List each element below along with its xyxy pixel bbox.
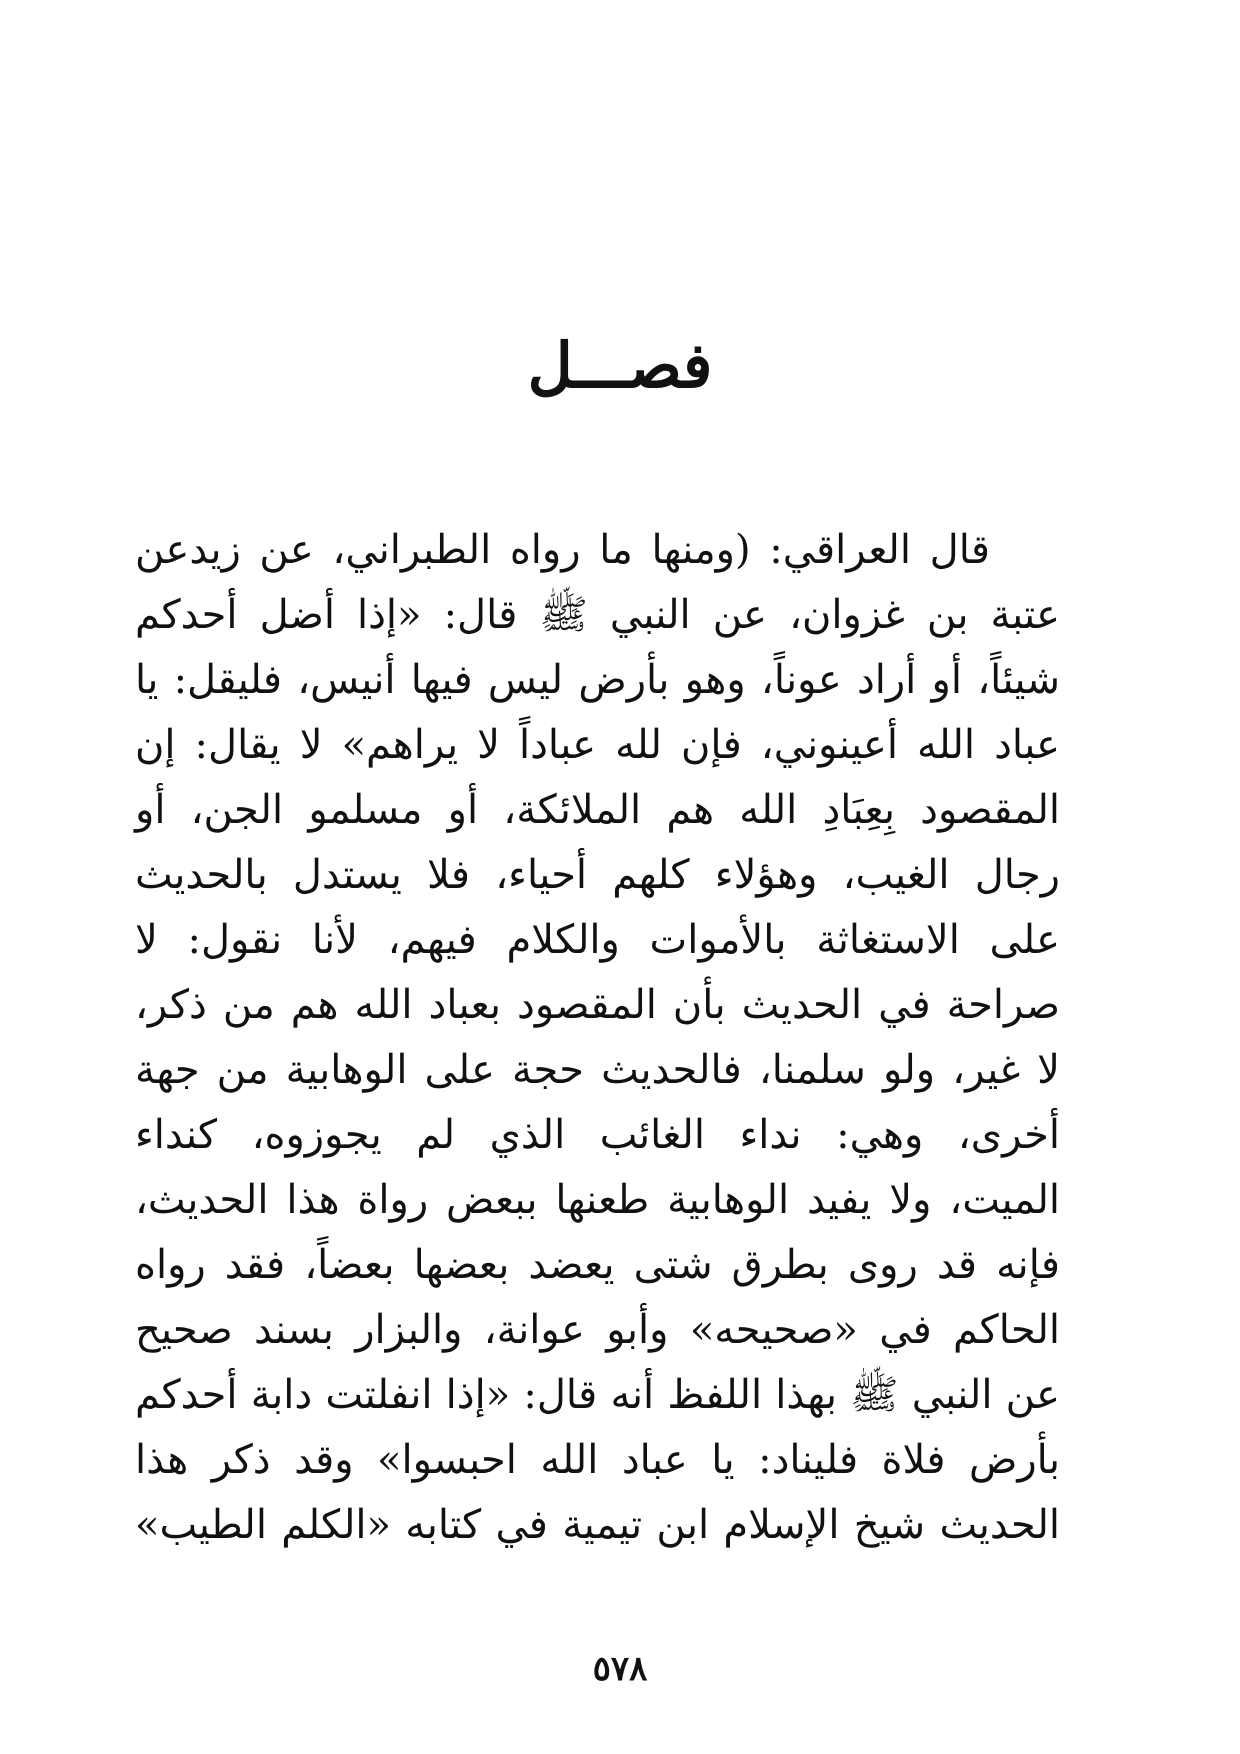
text-line: فإنه قد روى بطرق شتى يعضد بعضها بعضاً، فقد رواه — [135, 1242, 1060, 1288]
text-line: قال العراقي: (ومنها ما رواه الطبراني، عن زيدعن — [135, 527, 991, 573]
text-line: المقصود بِعِبَادِ الله هم الملائكة، أو مسلمو الجن، أو — [135, 787, 1060, 833]
text-line: عن النبي ﷺ بهذا اللفظ أنه قال: «إذا انفلتت دابة أحدكم — [135, 1372, 1060, 1418]
page-number: ٥٧٨ — [592, 1649, 648, 1689]
text-line: رجال الغيب، وهؤلاء كلهم أحياء، فلا يستدل بالحديث — [135, 852, 1060, 898]
text-line: لا غير، ولو سلمنا، فالحديث حجة على الوهابية من جهة — [135, 1047, 1060, 1093]
text-line: عباد الله أعينوني، فإن لله عباداً لا يراهم» لا يقال: إن — [135, 722, 1060, 768]
text-line: صراحة في الحديث بأن المقصود بعباد الله هم من ذكر، — [135, 982, 1060, 1028]
text-line: على الاستغاثة بالأموات والكلام فيهم، لأنا نقول: لا — [135, 917, 1060, 963]
chapter-title: فصـــل — [527, 329, 713, 402]
text-line: عتبة بن غزوان، عن النبي ﷺ قال: «إذا أضل أحدكم — [135, 592, 1060, 638]
body-text — [135, 518, 1060, 1558]
text-line: أخرى، وهي: نداء الغائب الذي لم يجوزوه، كنداء — [135, 1112, 1060, 1158]
text-line: الحاكم في «صحيحه» وأبو عوانة، والبزار بسند صحيح — [135, 1307, 1060, 1353]
text-line: شيئاً، أو أراد عوناً، وهو بأرض ليس فيها أنيس، فليقل: يا — [135, 657, 1060, 703]
text-line: الحديث شيخ الإسلام ابن تيمية في كتابه «الكلم الطيب» — [135, 1502, 1060, 1548]
text-line: الميت، ولا يفيد الوهابية طعنها ببعض رواة هذا الحديث، — [135, 1177, 1060, 1223]
text-line: بأرض فلاة فليناد: يا عباد الله احبسوا» وقد ذكر هذا — [135, 1437, 1060, 1483]
